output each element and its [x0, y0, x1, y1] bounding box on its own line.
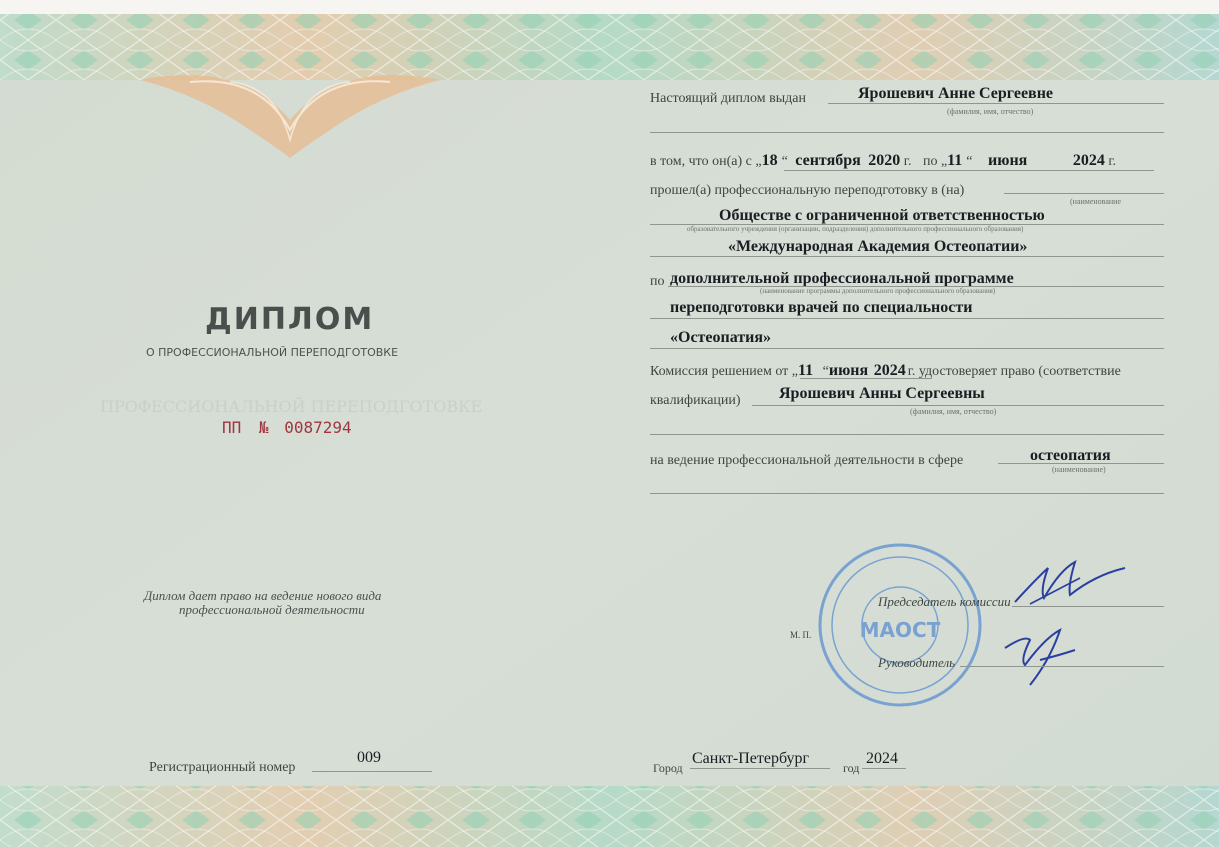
- commission-label: Комиссия решением от: [650, 364, 789, 379]
- quote-close: “: [781, 154, 788, 169]
- blank-line-3: [650, 493, 1164, 494]
- end-day: 11: [947, 152, 963, 169]
- activity-label: на ведение профессиональной деятельности в сфере: [650, 453, 964, 468]
- number-sign: №: [258, 418, 269, 437]
- quote-open: „: [755, 154, 762, 169]
- diploma-subtitle: О ПРОФЕССИОНАЛЬНОЙ ПЕРЕПОДГОТОВКЕ: [146, 346, 399, 359]
- blank-line-2: [650, 434, 1164, 435]
- decision-day: 11: [798, 362, 814, 379]
- series-label: ПП: [222, 418, 242, 437]
- program-line2: переподготовки врачей по специальности: [670, 299, 973, 316]
- end-month: июня: [988, 152, 1028, 169]
- quote-open-2: „: [940, 154, 948, 169]
- quote-close-2: “: [966, 154, 973, 169]
- program-underline-3: [650, 348, 1164, 349]
- blank-line-1: [650, 132, 1164, 133]
- reg-number-label: Регистрационный номер: [149, 760, 296, 775]
- year-value: 2024: [866, 750, 898, 767]
- period-underline: [784, 170, 1154, 171]
- decision-year: 2024: [873, 362, 906, 379]
- reg-number-value: 009: [357, 749, 381, 766]
- chairman-label: Председатель комиссии: [878, 594, 1011, 609]
- start-month: сентября: [795, 152, 861, 169]
- diploma-title: ДИПЛОМ: [205, 302, 375, 337]
- city-value: Санкт-Петербург: [692, 750, 810, 767]
- qual-name: Ярошевич Анны Сергеевны: [779, 385, 985, 402]
- hint-program: (наименование программы дополнительного профессионального образования): [760, 287, 996, 295]
- issued-label: Настоящий диплом выдан: [650, 91, 806, 106]
- training-label: прошел(а) профессиональную переподготовку в (на): [650, 183, 965, 198]
- qual-underline: [752, 405, 1164, 406]
- year-label: год: [843, 761, 860, 775]
- city-underline: [690, 768, 830, 769]
- svg-text:МАОСТ: МАОСТ: [859, 618, 941, 642]
- svg-text:ПРОФЕССИОНАЛЬНОЙ ПЕРЕПОДГОТОВК: ПРОФЕССИОНАЛЬНОЙ ПЕРЕПОДГОТОВКЕ: [100, 397, 483, 416]
- program-prefix: по: [650, 274, 665, 289]
- rights-note-line2: профессиональной деятельности: [179, 602, 365, 617]
- g-label-2: г.: [1108, 154, 1117, 169]
- quote-open-3: „: [791, 364, 799, 379]
- org-line2: «Международная Академия Остеопатии»: [728, 238, 1028, 255]
- org-line1: Обществе с ограниченной ответственностью: [719, 207, 1045, 224]
- issued-name: Ярошевич Анне Сергеевне: [858, 85, 1054, 102]
- g-label-1: г.: [903, 154, 912, 169]
- program-line1: дополнительной профессиональной программе: [670, 270, 1014, 287]
- hint-naimenovanie: (наименование: [1070, 197, 1122, 206]
- decision-month: июня: [828, 362, 869, 379]
- hint-fio-1: (фамилия, имя, отчество): [947, 107, 1034, 116]
- hint-org: образовательного учреждения (организации, подразделения) дополнительного профессионального образования): [687, 225, 1024, 233]
- start-day: 18: [761, 152, 778, 169]
- end-year: 2024: [1072, 152, 1105, 169]
- po-label: по: [922, 154, 938, 169]
- head-label: Руководитель: [878, 655, 956, 670]
- issued-underline: [828, 103, 1164, 104]
- chairman-underline: [1012, 606, 1164, 607]
- head-underline: [960, 666, 1164, 667]
- period-line: [650, 152, 1116, 170]
- hint-name-short: (наименование): [1052, 465, 1106, 474]
- number-value: 0087294: [284, 418, 352, 437]
- period-prefix: в том, что он(а) с: [650, 154, 752, 169]
- quote-close-3: “: [822, 364, 829, 379]
- diploma-number: [222, 418, 352, 437]
- rights-note-line1: Диплом дает право на ведение нового вида: [144, 588, 382, 603]
- activity-value: остеопатия: [1030, 447, 1111, 464]
- program-line3: «Остеопатия»: [670, 329, 772, 346]
- reg-number-underline: [312, 771, 432, 772]
- mp-label: М. П.: [790, 630, 812, 640]
- training-underline: [1004, 193, 1164, 194]
- certifies-text: г. удостоверяет право (соответствие: [907, 364, 1121, 379]
- hint-fio-2: (фамилия, имя, отчество): [910, 407, 997, 416]
- start-year: 2020: [868, 152, 901, 169]
- qual-label: квалификации): [650, 393, 741, 408]
- city-label: Город: [653, 761, 683, 775]
- org-underline-2: [650, 256, 1164, 257]
- program-underline-2: [650, 318, 1164, 319]
- commission-underline: [800, 378, 932, 379]
- year-underline: [862, 768, 906, 769]
